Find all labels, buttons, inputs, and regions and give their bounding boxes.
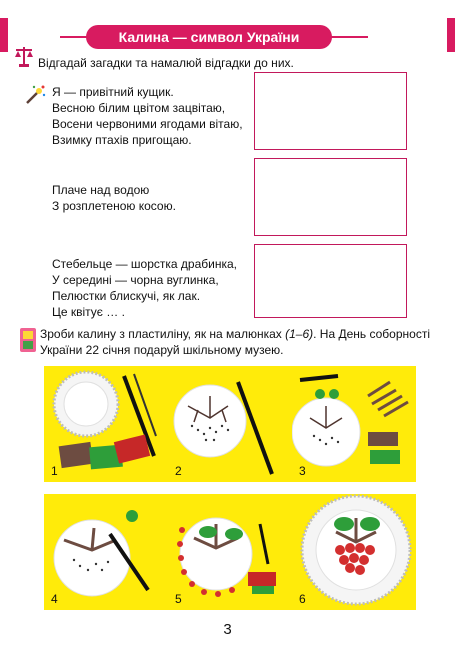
page-title: Калина — символ України bbox=[86, 25, 332, 49]
answer-box-3[interactable] bbox=[254, 244, 407, 318]
magic-wand-icon bbox=[24, 84, 46, 106]
riddle-3: Стебельце — шорстка драбинка, У середині — чорна вуглинка, Пелюстки блискучі, як лак. Це квітує … . bbox=[52, 257, 237, 319]
step-panel-2 bbox=[168, 366, 292, 482]
step-1-illustration bbox=[44, 366, 168, 482]
right-edge-mark bbox=[447, 18, 455, 52]
step-number-6: 6 bbox=[299, 592, 306, 606]
step-panel-1 bbox=[44, 366, 168, 482]
step-3-illustration bbox=[292, 366, 416, 482]
answer-box-1[interactable] bbox=[254, 72, 407, 150]
scale-icon bbox=[14, 45, 34, 67]
answer-box-2[interactable] bbox=[254, 158, 407, 236]
step-panel-5 bbox=[168, 494, 292, 610]
task2-instruction: Зроби калину з пластиліну, як на малюнках (1–6). На День соборності України 22 січня подаруй шкільному музею. bbox=[40, 327, 430, 357]
step-4-illustration bbox=[44, 494, 168, 610]
step-2-illustration bbox=[168, 366, 292, 482]
left-edge-mark bbox=[0, 18, 8, 52]
task1-instruction: Відгадай загадки та намалюй відгадки до них. bbox=[38, 56, 294, 70]
riddle-2: Плаче над водою З розплетеною косою. bbox=[52, 183, 176, 213]
step-panel-3 bbox=[292, 366, 416, 482]
craft-task-icon bbox=[20, 328, 36, 352]
step-number-1: 1 bbox=[51, 464, 58, 478]
step-number-5: 5 bbox=[175, 592, 182, 606]
step-number-3: 3 bbox=[299, 464, 306, 478]
step-5-illustration bbox=[168, 494, 292, 610]
page-number: 3 bbox=[223, 621, 232, 638]
step-panel-6 bbox=[292, 494, 416, 610]
step-number-4: 4 bbox=[51, 592, 58, 606]
step-number-2: 2 bbox=[175, 464, 182, 478]
riddle-1: Я — привітний кущик. Весною білим цвітом зацвітаю, Восени червоними ягодами вітаю, Взимку птахів пригощаю. bbox=[52, 85, 243, 147]
step-panel-4 bbox=[44, 494, 168, 610]
step-6-illustration bbox=[292, 494, 416, 610]
